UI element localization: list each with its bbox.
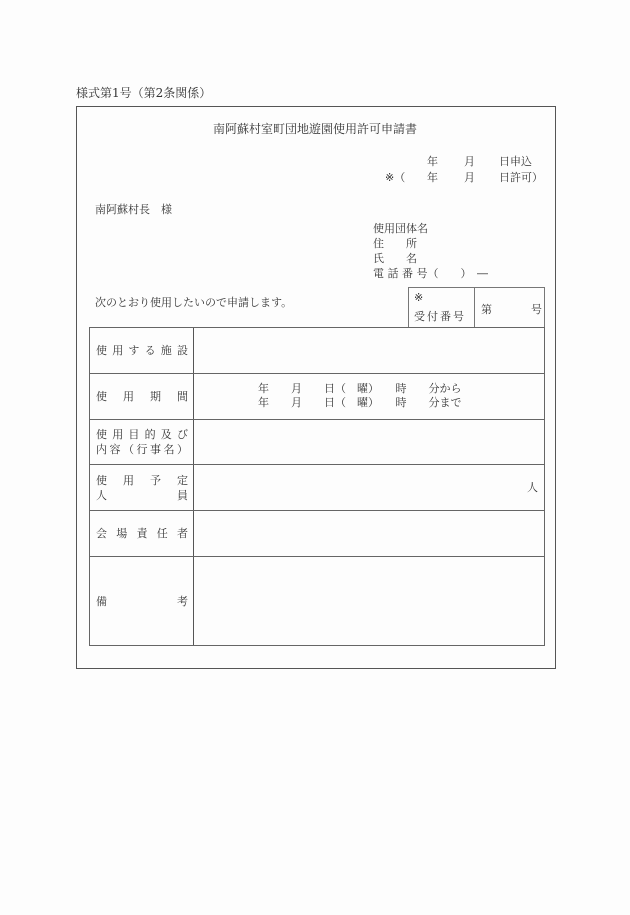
purpose-input[interactable] (198, 420, 538, 465)
row-label: 使用する施設 (96, 344, 188, 357)
receipt-number-box (408, 287, 545, 328)
receipt-divider (474, 288, 475, 328)
row-label: 使用期間 (96, 390, 188, 403)
table-row-period (90, 373, 544, 419)
date-year[interactable]: 年 (427, 155, 438, 168)
row-label-line-2: 人員 (96, 489, 188, 502)
table-row-purpose (90, 419, 544, 465)
remarks-input[interactable] (198, 557, 538, 646)
form-number: 様式第1号（第2条関係） (76, 86, 212, 100)
application-date-line (385, 153, 545, 167)
form-title: 南阿蘇村室町団地遊園使用許可申請書 (212, 122, 417, 136)
receipt-label: 受付番号 (414, 310, 466, 323)
table-row-facility (90, 328, 544, 373)
date-day-applied[interactable]: 日申込 (499, 155, 532, 168)
date-month[interactable]: 月 (464, 155, 475, 168)
row-label-line-2: 内容（行事名） (96, 443, 188, 456)
address-field[interactable]: 住 所 (373, 237, 417, 250)
date-prefix: ※（ (385, 171, 406, 184)
period-to-line[interactable]: 年 月 日（ 曜） 時 分まで (258, 396, 462, 409)
intro-text: 次のとおり使用したいので申請します。 (95, 296, 293, 309)
date-year[interactable]: 年 (427, 171, 438, 184)
date-month[interactable]: 月 (464, 171, 475, 184)
addressee: 南阿蘇村長 様 (95, 203, 172, 216)
receipt-number-prefix[interactable]: 第 (481, 303, 492, 316)
row-label-line-1: 使用目的及び (96, 428, 188, 441)
table-row-manager (90, 510, 544, 557)
row-label-line-1: 使用予定 (96, 474, 188, 487)
permission-date-line (385, 169, 545, 183)
row-label: 会場責任者 (96, 527, 188, 540)
date-day-permitted[interactable]: 日許可） (499, 171, 543, 184)
group-name-field[interactable]: 使用団体名 (373, 222, 428, 235)
row-label: 備考 (96, 595, 188, 608)
table-row-attendees (90, 464, 544, 511)
table-row-remarks (90, 556, 544, 646)
attendees-unit: 人 (527, 481, 538, 494)
reference-mark-icon: ※ (414, 291, 424, 304)
name-field[interactable]: 氏 名 (373, 252, 417, 265)
attendees-input[interactable] (198, 480, 538, 495)
phone-field[interactable]: 電 話 番 号（ ） ― (373, 267, 488, 280)
period-from-line[interactable]: 年 月 日（ 曜） 時 分から (258, 382, 462, 395)
facility-input[interactable] (198, 328, 538, 373)
application-table (89, 327, 545, 646)
manager-input[interactable] (198, 511, 538, 557)
receipt-number-suffix: 号 (531, 303, 542, 316)
